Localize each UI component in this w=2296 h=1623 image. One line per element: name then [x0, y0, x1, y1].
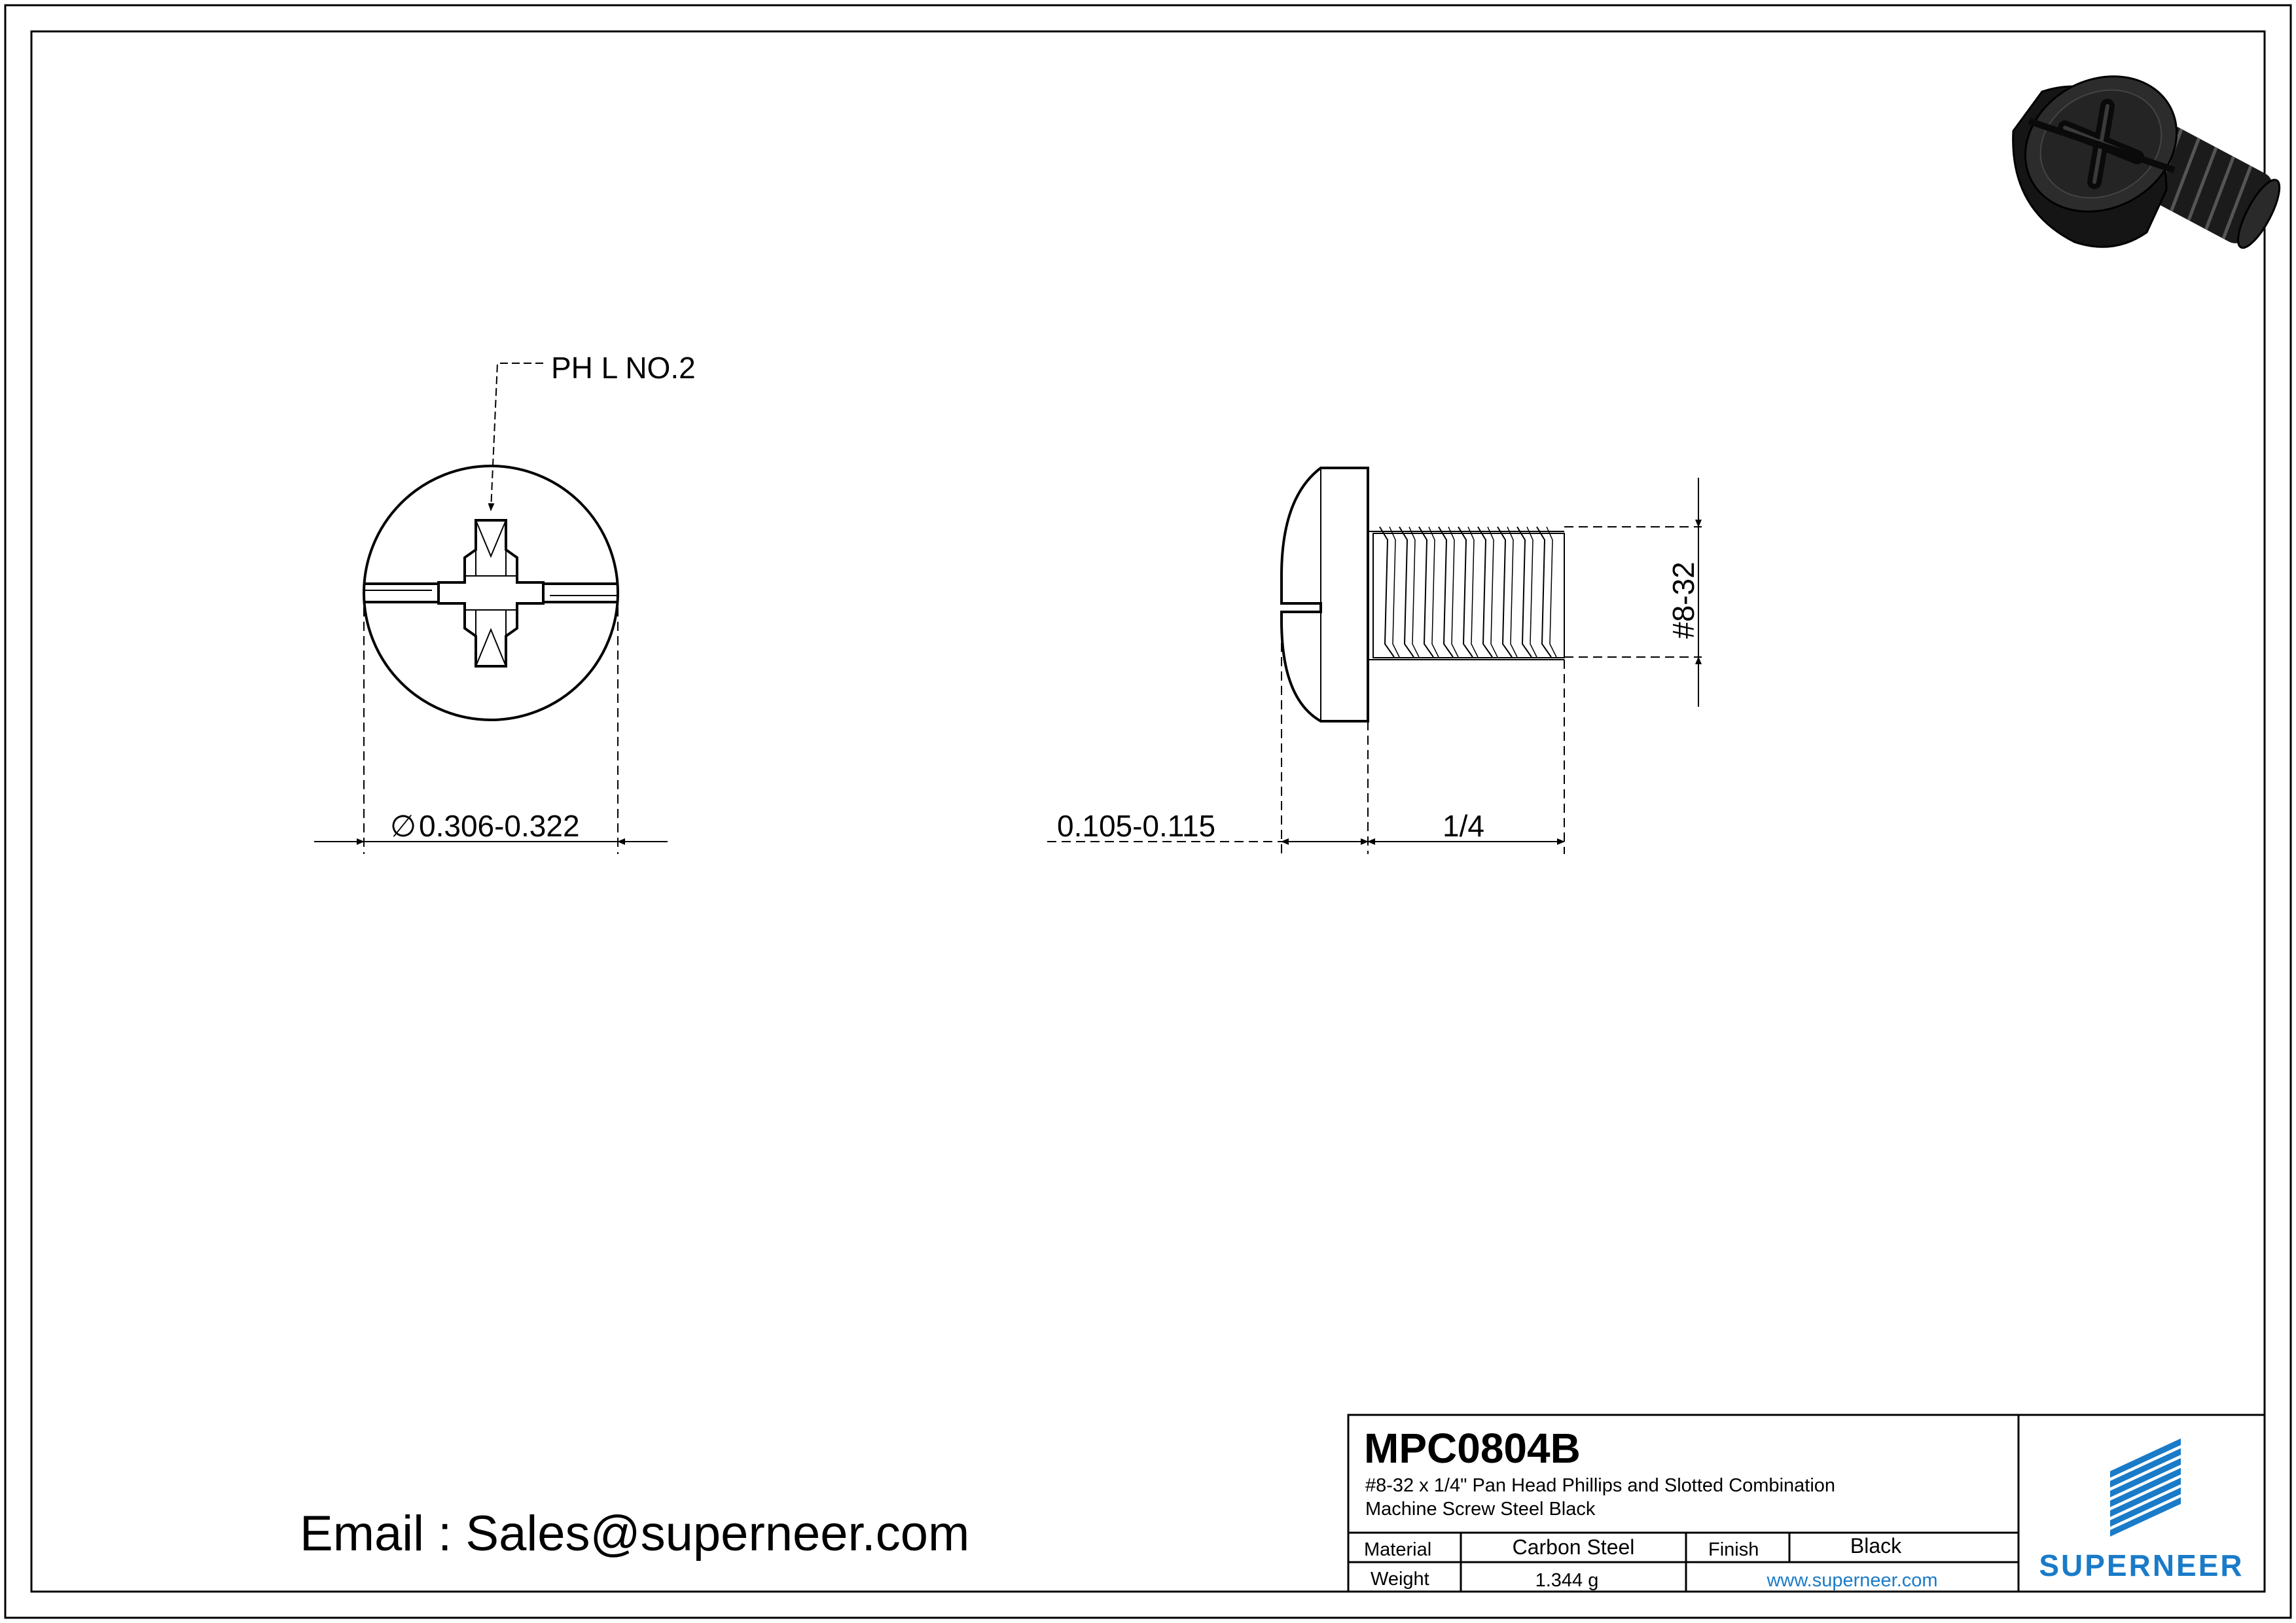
- thread-crest: [1439, 527, 1453, 657]
- thread-root: [1547, 527, 1556, 657]
- contact-email[interactable]: Email : Sales@superneer.com: [300, 1506, 970, 1561]
- side-view: [1047, 468, 1702, 854]
- thread-root: [1488, 527, 1498, 657]
- finish-label: Finish: [1708, 1539, 1759, 1560]
- thread-root: [1429, 527, 1439, 657]
- thread-crest: [1458, 527, 1473, 657]
- thread-crest: [1478, 527, 1492, 657]
- weight-label: Weight: [1371, 1569, 1429, 1590]
- pan-head-profile: [1282, 468, 1368, 721]
- head-height-dimension: 0.105-0.115: [1057, 809, 1216, 843]
- material-label: Material: [1364, 1539, 1432, 1560]
- thread-crest: [1498, 527, 1512, 657]
- thread-root: [1409, 527, 1419, 657]
- diameter-dimension: 0.306-0.322: [419, 809, 580, 843]
- brand-name: SUPERNEER: [2039, 1548, 2244, 1582]
- description-line-2: Machine Screw Steel Black: [1365, 1499, 1596, 1520]
- weight-value: 1.344 g: [1535, 1570, 1599, 1591]
- finish-value: Black: [1850, 1534, 1902, 1558]
- recess-leader: [491, 363, 543, 510]
- length-dimension: 1/4: [1443, 809, 1484, 843]
- thread-dimension: #8-32: [1666, 562, 1700, 639]
- thread-root: [1448, 527, 1458, 657]
- thread-root: [1507, 527, 1517, 657]
- recess-callout-label: PH L NO.2: [551, 351, 696, 385]
- thread-crest: [1399, 527, 1414, 657]
- thread-crest: [1517, 527, 1532, 657]
- material-value: Carbon Steel: [1512, 1535, 1635, 1559]
- phillips-recess: [439, 520, 543, 666]
- head-outline-circle: [364, 466, 618, 720]
- thread-root: [1527, 527, 1537, 657]
- thread-root: [1390, 527, 1399, 657]
- thread-crest: [1537, 527, 1551, 657]
- thread-crest: [1419, 527, 1433, 657]
- top-view: [314, 363, 668, 854]
- thread-pattern: [1380, 527, 1556, 657]
- part-number: MPC0804B: [1364, 1425, 1581, 1472]
- thread-crest: [1380, 527, 1394, 657]
- thread-root: [1468, 527, 1478, 657]
- diameter-symbol: ∅: [390, 809, 417, 843]
- description-line-1: #8-32 x 1/4" Pan Head Phillips and Slotted Combination: [1365, 1475, 1836, 1496]
- screw-isometric-render: [2001, 50, 2287, 253]
- website-link[interactable]: www.superneer.com: [1767, 1570, 1938, 1591]
